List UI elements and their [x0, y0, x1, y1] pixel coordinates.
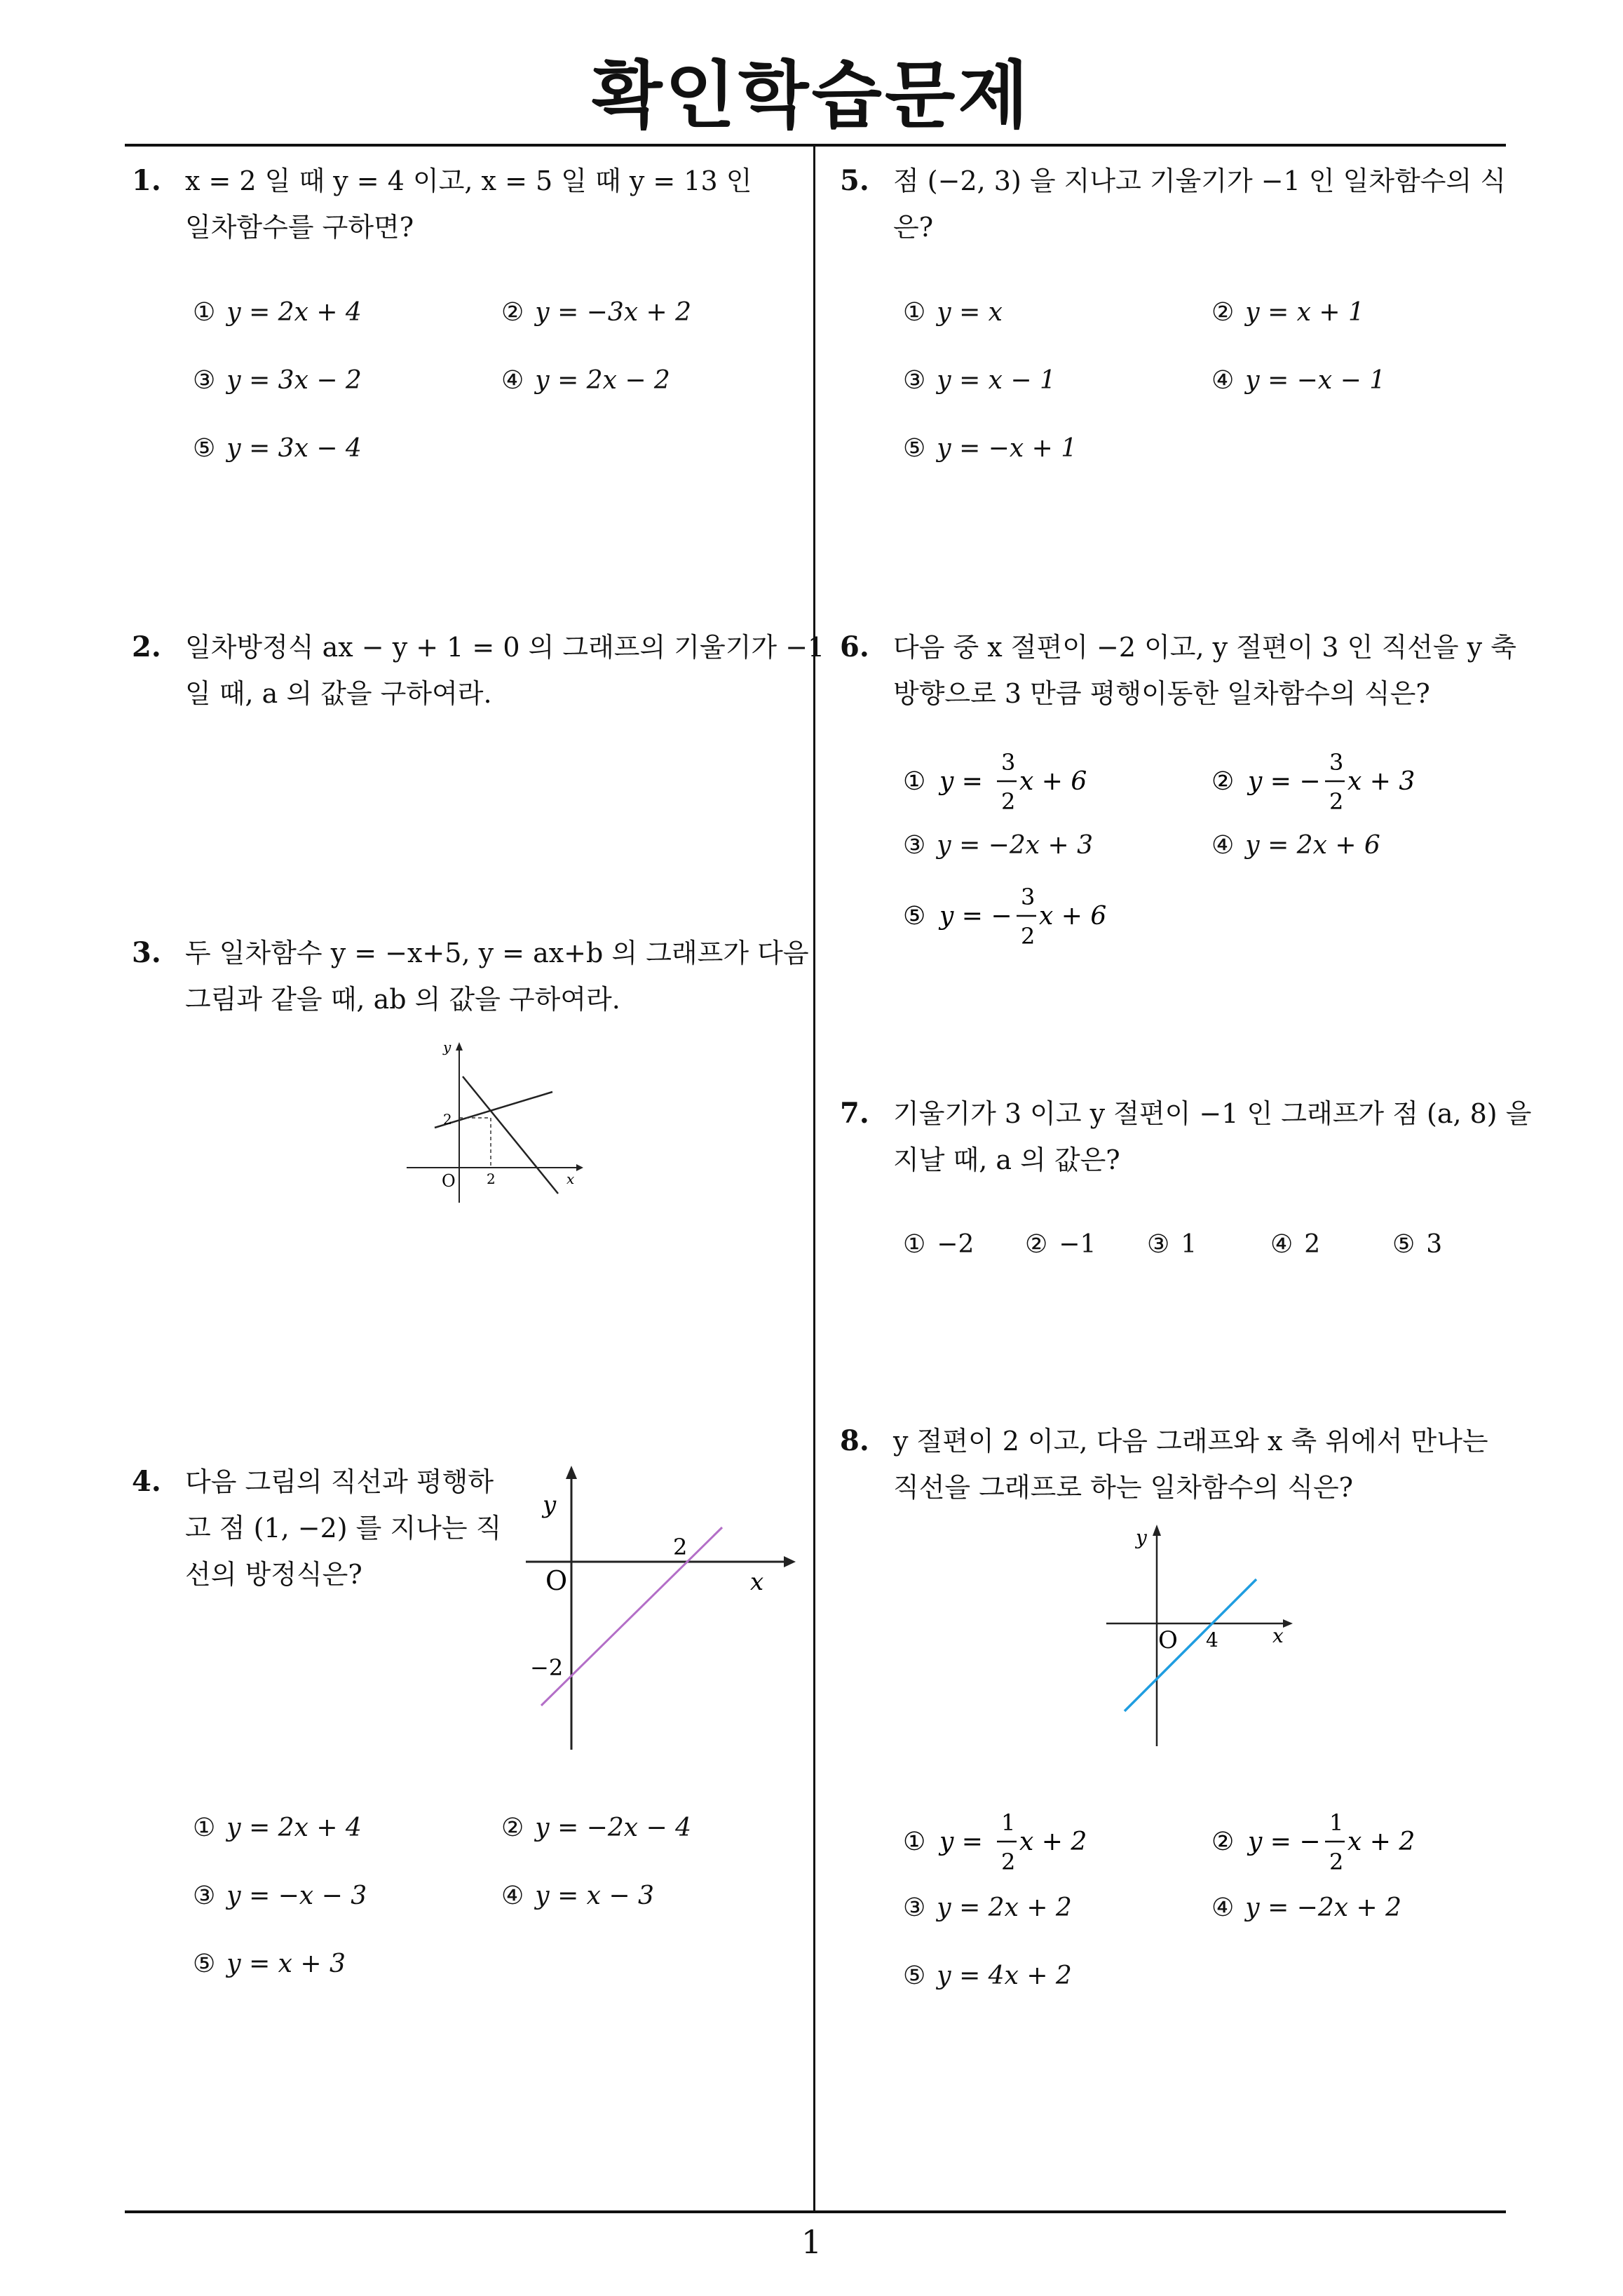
x-axis-label: x: [1272, 1624, 1284, 1647]
line-y-ax-plus-b: [435, 1092, 552, 1128]
question-text-line: 점 (−2, 3) 을 지나고 기울기가 −1 인 일차함수의 식: [893, 166, 1506, 196]
option-1[interactable]: ① y = x: [903, 298, 1003, 327]
option-4[interactable]: ④ y = −2x + 2: [1211, 1893, 1401, 1922]
svg-text:1: 1: [1001, 1809, 1016, 1836]
column-divider: [813, 145, 815, 2212]
option-1[interactable]: ① y = 2x + 4: [193, 1814, 362, 1842]
question-text-line: 다음 중 x 절편이 −2 이고, y 절편이 3 인 직선을 y 축: [893, 632, 1516, 663]
question-number: 5.: [840, 164, 869, 197]
y-axis-arrow: [566, 1466, 577, 1479]
option-1[interactable]: [897, 1802, 1234, 1879]
svg-text:x + 3: x + 3: [1347, 767, 1415, 796]
question-text-line: 지날 때, a 의 값은?: [893, 1144, 1120, 1175]
question-3-graph: [400, 1038, 589, 1206]
origin-label: O: [1158, 1626, 1178, 1654]
option-5[interactable]: ⑤ 3: [1392, 1230, 1443, 1259]
x-axis-label: x: [566, 1170, 575, 1187]
svg-text:2: 2: [1001, 788, 1016, 815]
question-number: 1.: [132, 164, 161, 197]
question-8-graph: [1101, 1522, 1304, 1753]
option-5[interactable]: [897, 877, 1234, 954]
question-text-line: 그림과 같을 때, ab 의 값을 구하여라.: [185, 984, 620, 1015]
x-axis-arrow: [784, 1556, 796, 1567]
x-axis-label: x: [750, 1568, 764, 1596]
svg-text:x + 2: x + 2: [1019, 1828, 1087, 1856]
svg-text:2: 2: [1329, 788, 1344, 815]
question-number: 3.: [132, 936, 161, 969]
svg-text:3: 3: [1329, 749, 1344, 776]
svg-text:x + 6: x + 6: [1019, 767, 1087, 796]
option-4[interactable]: ④ 2: [1270, 1230, 1321, 1259]
option-5[interactable]: ⑤ y = 4x + 2: [903, 1961, 1072, 1990]
question-text-line: x = 2 일 때 y = 4 이고, x = 5 일 때 y = 13 인: [185, 166, 752, 196]
question-text-line: 은?: [893, 212, 934, 243]
question-text-line: 직선을 그래프로 하는 일차함수의 식은?: [893, 1472, 1354, 1503]
svg-text:y =: y =: [939, 1828, 983, 1856]
question-text-line: 일 때, a 의 값을 구하여라.: [185, 678, 492, 709]
x-axis-arrow: [1283, 1619, 1293, 1628]
option-5[interactable]: ⑤ y = 3x − 4: [193, 434, 362, 463]
option-2[interactable]: ② y = x + 1: [1211, 298, 1364, 327]
question-text-line: 일차방정식 ax − y + 1 = 0 의 그래프의 기울기가 −1: [185, 632, 825, 663]
option-5[interactable]: ⑤ y = −x + 1: [903, 434, 1078, 463]
option-2[interactable]: ② −1: [1025, 1230, 1096, 1259]
svg-text:2: 2: [1021, 923, 1035, 950]
option-4[interactable]: ④ y = 2x − 2: [501, 366, 670, 395]
svg-text:x + 6: x + 6: [1039, 902, 1107, 931]
page-number: 1: [801, 2223, 822, 2261]
y-axis-label: y: [543, 1491, 557, 1519]
option-2[interactable]: ② y = −3x + 2: [501, 298, 691, 327]
option-3[interactable]: ③ y = 2x + 2: [903, 1893, 1072, 1922]
graph-line: [1125, 1579, 1256, 1711]
origin-label: O: [545, 1565, 568, 1596]
question-number: 4.: [132, 1465, 161, 1498]
y-axis-arrow: [456, 1042, 463, 1051]
x-intercept-label: 2: [673, 1534, 688, 1560]
question-text-line: 선의 방정식은?: [185, 1559, 362, 1590]
svg-text:y =: y =: [939, 767, 983, 796]
option-2[interactable]: [1206, 742, 1528, 819]
option-2[interactable]: [1206, 1802, 1528, 1879]
question-4-graph: [519, 1462, 799, 1757]
question-text-line: 다음 그림의 직선과 평행하: [185, 1466, 494, 1497]
y-axis-arrow: [1153, 1525, 1161, 1536]
y-tick-label: 2: [443, 1111, 452, 1128]
y-axis-label: y: [1136, 1526, 1147, 1549]
svg-text:x + 2: x + 2: [1347, 1828, 1415, 1856]
top-rule: [125, 144, 1506, 147]
svg-text:⑤: ⑤: [903, 902, 926, 931]
svg-text:①: ①: [903, 1828, 926, 1856]
question-text-line: 고 점 (1, −2) 를 지나는 직: [185, 1513, 502, 1544]
svg-text:y = −: y = −: [939, 902, 1012, 931]
x-axis-arrow: [576, 1164, 583, 1171]
svg-text:1: 1: [1329, 1809, 1344, 1836]
option-1[interactable]: ① −2: [903, 1230, 975, 1259]
question-text-line: y 절편이 2 이고, 다음 그래프와 x 축 위에서 만나는: [893, 1426, 1488, 1457]
question-text-line: 방향으로 3 만큼 평행이동한 일차함수의 식은?: [893, 678, 1430, 709]
y-intercept-label: −2: [530, 1654, 564, 1681]
option-3[interactable]: ③ 1: [1147, 1230, 1197, 1259]
svg-text:3: 3: [1021, 884, 1035, 910]
option-2[interactable]: ② y = −2x − 4: [501, 1814, 691, 1842]
x-tick-label: 2: [487, 1170, 496, 1187]
option-3[interactable]: ③ y = x − 1: [903, 366, 1056, 395]
option-4[interactable]: ④ y = x − 3: [501, 1882, 654, 1910]
question-number: 8.: [840, 1424, 869, 1457]
svg-text:y = −: y = −: [1248, 767, 1321, 796]
option-4[interactable]: ④ y = 2x + 6: [1211, 831, 1380, 860]
svg-text:②: ②: [1211, 767, 1235, 796]
question-number: 2.: [132, 630, 161, 663]
option-3[interactable]: ③ y = 3x − 2: [193, 366, 362, 395]
svg-text:2: 2: [1001, 1849, 1016, 1875]
svg-text:②: ②: [1211, 1828, 1235, 1856]
svg-text:y = −: y = −: [1248, 1828, 1321, 1856]
question-number: 7.: [840, 1097, 869, 1130]
option-1[interactable]: [897, 742, 1234, 819]
x-intercept-label: 4: [1206, 1628, 1218, 1652]
svg-text:2: 2: [1329, 1849, 1344, 1875]
option-3[interactable]: ③ y = −2x + 3: [903, 831, 1093, 860]
page-title: 확인학습문제: [592, 53, 1031, 138]
y-axis-label: y: [443, 1039, 451, 1055]
origin-label: O: [442, 1171, 456, 1191]
question-text-line: 일차함수를 구하면?: [185, 212, 414, 243]
bottom-rule: [125, 2210, 1506, 2213]
question-text-line: 기울기가 3 이고 y 절편이 −1 인 그래프가 점 (a, 8) 을: [893, 1098, 1532, 1129]
svg-text:3: 3: [1001, 749, 1016, 776]
option-3[interactable]: ③ y = −x − 3: [193, 1882, 367, 1910]
option-1[interactable]: ① y = 2x + 4: [193, 298, 362, 327]
question-text-line: 두 일차함수 y = −x+5, y = ax+b 의 그래프가 다음: [185, 938, 809, 968]
question-number: 6.: [840, 630, 869, 663]
option-5[interactable]: ⑤ y = x + 3: [193, 1950, 346, 1978]
svg-text:①: ①: [903, 767, 926, 796]
graph-line: [541, 1527, 722, 1706]
option-4[interactable]: ④ y = −x − 1: [1211, 366, 1386, 395]
